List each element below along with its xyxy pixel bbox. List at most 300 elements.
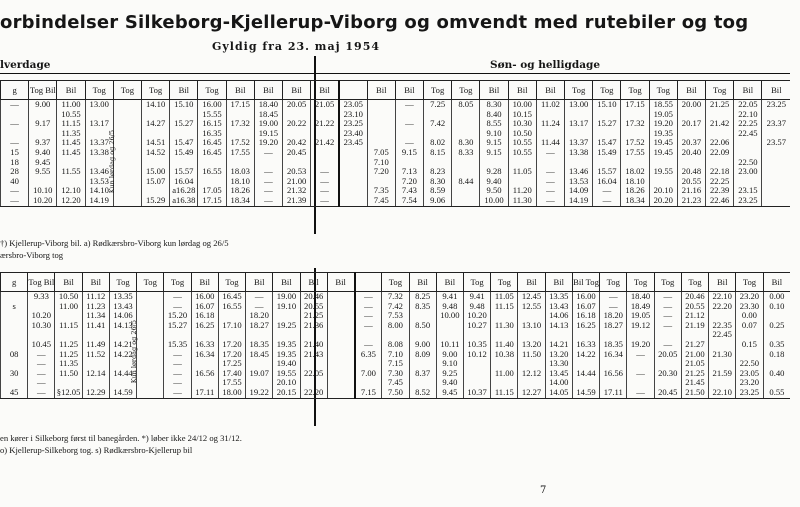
bottom-time-cell: 18.20: [246, 311, 273, 321]
bottom-time-cell: 9.00: [409, 340, 436, 350]
bottom-time-cell: 16.25: [572, 321, 599, 331]
bottom-time-cell: [654, 359, 681, 369]
bottom-time-cell: 7.45: [382, 378, 409, 388]
top-time-cell: 20.22: [283, 119, 311, 129]
top-col-header: Tog: [649, 81, 677, 100]
bottom-time-cell: —: [627, 388, 654, 398]
top-table-row: [1, 138, 791, 148]
bottom-time-cell: 17.55: [218, 378, 245, 388]
bottom-col-header: Bil: [436, 273, 463, 292]
bottom-time-cell: 16.33: [191, 340, 218, 350]
bottom-time-cell: 20.45: [654, 388, 681, 398]
bottom-time-cell: §12.05: [56, 387, 81, 397]
top-time-cell: —: [395, 119, 423, 129]
top-time-cell: —: [593, 196, 621, 206]
bottom-time-cell: 18.40: [627, 292, 654, 302]
bottom-time-cell: [28, 302, 55, 312]
bottom-time-cell: 22.10: [709, 388, 736, 398]
top-time-cell: 18.26: [621, 186, 649, 196]
top-table-row: [1, 196, 791, 206]
top-time-cell: [424, 129, 452, 139]
top-time-cell: —: [254, 167, 282, 177]
top-time-cell: 9.37: [29, 138, 57, 148]
bottom-time-cell: 21.43: [300, 350, 327, 360]
bottom-time-cell: 14.44: [109, 369, 136, 379]
top-time-cell: 10.30: [508, 119, 536, 129]
bottom-time-cell: 11.00: [491, 369, 518, 379]
top-time-cell: [113, 158, 141, 168]
bottom-time-cell: [191, 378, 218, 388]
top-time-cell: 15.10: [593, 100, 621, 110]
top-time-cell: 11.45: [57, 138, 85, 148]
bottom-time-cell: 17.11: [600, 388, 627, 398]
top-time-cell: 15.27: [170, 119, 198, 129]
top-col-header: Tog Bil: [29, 81, 57, 100]
bottom-time-cell: [355, 359, 382, 369]
bottom-time-cell: 23.25: [736, 388, 763, 398]
bottom-time-cell: [600, 378, 627, 388]
bottom-time-cell: [491, 378, 518, 388]
top-time-cell: 20.00: [677, 100, 705, 110]
top-time-cell: [57, 158, 85, 168]
top-time-cell: 17.15: [198, 196, 226, 206]
bottom-time-cell: 9.10: [436, 359, 463, 369]
bottom-time-cell: —: [28, 378, 55, 388]
bottom-time-cell: 16.07: [572, 302, 599, 312]
bottom-time-cell: 9.48: [436, 302, 463, 312]
bottom-table-row: [1, 311, 791, 321]
top-time-cell: 13.46: [565, 167, 593, 177]
bottom-time-cell: —: [600, 302, 627, 312]
bottom-time-cell: 16.45: [218, 292, 245, 302]
bottom-time-cell: [137, 378, 164, 388]
top-time-cell: 18.55: [649, 100, 677, 110]
top-time-cell: [367, 119, 395, 129]
bottom-time-cell: [709, 378, 736, 388]
bottom-time-cell: 10.27: [463, 321, 490, 331]
bottom-time-cell: [409, 378, 436, 388]
bottom-time-cell: [355, 330, 382, 340]
top-time-cell: 16.04: [170, 177, 198, 187]
bottom-time-cell: [518, 330, 545, 340]
bottom-time-cell: [545, 330, 572, 340]
top-time-cell: —: [395, 100, 423, 110]
bottom-time-cell: 12.14: [82, 369, 109, 379]
bottom-col-header: Bil: [545, 273, 572, 292]
bottom-time-cell: 19.35: [273, 350, 300, 360]
top-time-cell: [452, 158, 480, 168]
bottom-time-cell: 21.36: [300, 321, 327, 331]
top-time-cell: [762, 110, 790, 120]
top-time-cell: 9.40: [480, 177, 508, 187]
bottom-time-cell: 16.07: [191, 302, 218, 312]
top-time-cell: 9.15: [395, 148, 423, 158]
bottom-time-cell: —: [355, 321, 382, 331]
top-time-cell: 13.46: [85, 167, 113, 177]
top-time-cell: 16.35: [198, 129, 226, 139]
bottom-table-row: [1, 359, 791, 369]
top-time-cell: 23.00: [734, 167, 762, 177]
bottom-time-cell: [491, 311, 518, 321]
top-time-cell: 8.30: [452, 138, 480, 148]
bottom-time-cell: 19.40: [273, 359, 300, 369]
top-col-header: Tog: [85, 81, 113, 100]
bottom-time-cell: [518, 359, 545, 369]
top-time-cell: [198, 177, 226, 187]
bottom-time-cell: [518, 311, 545, 321]
top-time-cell: 22.10: [734, 110, 762, 120]
weekday-section-label: lverdage: [0, 59, 51, 71]
bottom-time-cell: 0.07: [736, 321, 763, 331]
bottom-col-header: Bil: [409, 273, 436, 292]
bottom-time-cell: [82, 359, 109, 369]
bottom-table-row: [1, 292, 791, 302]
top-time-cell: 21.23: [677, 196, 705, 206]
top-time-cell: [536, 129, 564, 139]
top-time-cell: 11.35: [57, 129, 85, 139]
bottom-time-cell: —: [627, 369, 654, 379]
bottom-time-cell: [164, 330, 191, 340]
top-time-cell: [311, 158, 339, 168]
bottom-time-cell: 8.25: [409, 292, 436, 302]
bottom-time-cell: 0.55: [763, 388, 790, 398]
bottom-time-cell: [28, 330, 55, 340]
top-time-cell: 7.25: [424, 100, 452, 110]
bottom-col-header: Bil: [518, 273, 545, 292]
top-time-cell: 15.29: [142, 196, 170, 206]
top-time-cell: [508, 158, 536, 168]
bottom-time-cell: [1, 321, 28, 331]
top-time-cell: 18.02: [621, 167, 649, 177]
top-time-cell: —: [1, 186, 29, 196]
top-time-cell: 17.52: [226, 138, 254, 148]
top-time-cell: 9.10: [480, 129, 508, 139]
top-time-cell: —: [311, 167, 339, 177]
bottom-time-cell: [763, 378, 790, 388]
bottom-time-cell: 22.45: [709, 330, 736, 340]
top-time-cell: [142, 110, 170, 120]
top-time-cell: 11.44: [536, 138, 564, 148]
top-table-row: [1, 177, 791, 187]
bottom-time-cell: [355, 378, 382, 388]
bottom-time-cell: 17.40: [218, 369, 245, 379]
top-time-cell: [311, 148, 339, 158]
top-time-cell: [593, 158, 621, 168]
top-col-header: Bil: [536, 81, 564, 100]
bottom-time-cell: —: [355, 340, 382, 350]
top-time-cell: 13.00: [85, 100, 113, 110]
bottom-note-1: en kører i Silkeborg først til banegården. *) løber ikke 24/12 og 31/12.: [0, 433, 242, 443]
bottom-time-cell: 19.20: [627, 340, 654, 350]
bottom-time-cell: —: [355, 302, 382, 312]
top-time-cell: 17.55: [226, 148, 254, 158]
top-table-row: [1, 110, 791, 120]
bottom-time-cell: —: [28, 388, 55, 398]
top-time-cell: 13.38: [85, 148, 113, 158]
top-time-cell: —: [593, 186, 621, 196]
top-col-header: Bil: [480, 81, 508, 100]
top-time-cell: 7.10: [367, 158, 395, 168]
bottom-time-cell: 21.25: [681, 369, 708, 379]
bottom-time-cell: 21.59: [709, 369, 736, 379]
bottom-time-cell: [709, 311, 736, 321]
bottom-time-cell: 7.50: [382, 388, 409, 398]
top-time-cell: [565, 110, 593, 120]
bottom-time-cell: 11.52: [82, 350, 109, 360]
bottom-time-cell: 12.27: [518, 388, 545, 398]
top-col-header: Bil: [311, 81, 339, 100]
top-time-cell: [170, 158, 198, 168]
top-table-row: [1, 158, 791, 168]
bottom-table-row: [1, 340, 791, 350]
bottom-time-cell: [55, 330, 82, 340]
bottom-time-cell: [1, 359, 28, 369]
top-time-cell: 17.05: [198, 186, 226, 196]
bottom-time-cell: 21.19: [681, 321, 708, 331]
top-time-cell: —: [536, 177, 564, 187]
bottom-time-cell: 19.25: [273, 321, 300, 331]
top-time-cell: 18.45: [254, 110, 282, 120]
top-time-cell: 10.20: [29, 196, 57, 206]
top-time-cell: 11.20: [508, 186, 536, 196]
top-time-cell: [339, 167, 367, 177]
bottom-time-cell: —: [246, 292, 273, 302]
top-time-cell: 21.22: [311, 119, 339, 129]
bottom-time-cell: [763, 330, 790, 340]
top-time-cell: 17.32: [621, 119, 649, 129]
top-time-cell: 15.00: [142, 167, 170, 177]
bottom-table-row: [1, 388, 791, 398]
top-col-header: Tog: [198, 81, 226, 100]
top-time-cell: 13.38: [565, 148, 593, 158]
top-time-cell: 15.49: [593, 148, 621, 158]
top-time-cell: [677, 158, 705, 168]
bottom-time-cell: 18.49: [627, 302, 654, 312]
top-time-cell: 19.20: [254, 138, 282, 148]
bottom-col-header: Bil: [246, 273, 273, 292]
top-time-cell: —: [254, 148, 282, 158]
top-time-cell: 20.48: [677, 167, 705, 177]
top-time-cell: 8.44: [452, 177, 480, 187]
top-col-header: Bil: [508, 81, 536, 100]
bottom-time-cell: [681, 330, 708, 340]
top-time-cell: 9.06: [424, 196, 452, 206]
top-time-cell: 11.55: [57, 167, 85, 177]
bottom-time-cell: [654, 378, 681, 388]
top-time-cell: 20.53: [283, 167, 311, 177]
top-time-cell: 16.04: [593, 177, 621, 187]
top-time-cell: 19.05: [649, 110, 677, 120]
top-table-row: [1, 129, 791, 139]
bottom-time-cell: [327, 369, 354, 379]
bottom-time-cell: 18.00: [218, 388, 245, 398]
top-col-header: Bil: [254, 81, 282, 100]
top-time-cell: [1, 129, 29, 139]
bottom-time-cell: [409, 311, 436, 321]
top-time-cell: [170, 110, 198, 120]
top-time-cell: 13.37: [85, 138, 113, 148]
top-time-cell: 12.20: [57, 196, 85, 206]
top-time-cell: 11.15: [57, 119, 85, 129]
top-time-cell: 23.25: [339, 119, 367, 129]
bottom-time-cell: [246, 330, 273, 340]
top-time-cell: [621, 110, 649, 120]
bottom-col-header: Bil: [300, 273, 327, 292]
bottom-time-cell: 11.25: [55, 350, 82, 360]
top-time-cell: 20.10: [649, 186, 677, 196]
top-time-cell: [339, 158, 367, 168]
top-time-cell: 21.16: [677, 186, 705, 196]
top-note-2: ærsbro-Viborg tog: [0, 250, 64, 260]
top-time-cell: 8.40: [480, 110, 508, 120]
top-time-cell: 12.10: [57, 186, 85, 196]
bottom-time-cell: 22.35: [709, 321, 736, 331]
bottom-time-cell: —: [654, 321, 681, 331]
bottom-time-cell: —: [654, 302, 681, 312]
bottom-time-cell: [137, 292, 164, 302]
top-table-row: [1, 186, 791, 196]
bottom-time-cell: 17.20: [218, 340, 245, 350]
bottom-time-cell: 7.53: [382, 311, 409, 321]
top-time-cell: 21.42: [706, 119, 734, 129]
bottom-time-cell: 10.50: [55, 292, 82, 302]
bottom-time-cell: 18.27: [600, 321, 627, 331]
top-time-cell: —: [311, 196, 339, 206]
bottom-time-cell: [300, 330, 327, 340]
top-time-cell: 9.28: [480, 167, 508, 177]
top-time-cell: 8.02: [424, 138, 452, 148]
bottom-time-cell: 22.50: [736, 359, 763, 369]
bottom-time-cell: 11.15: [491, 302, 518, 312]
top-time-cell: 10.00: [508, 100, 536, 110]
bottom-time-cell: 19.00: [273, 292, 300, 302]
bottom-col-header: Tog Bil: [28, 273, 55, 292]
vertical-note-bottom: Kun lørdag og 26/5: [130, 320, 138, 384]
top-time-cell: 15: [1, 148, 29, 158]
top-time-cell: 17.15: [226, 100, 254, 110]
bottom-time-cell: 21.50: [681, 388, 708, 398]
bottom-time-cell: 10.37: [463, 388, 490, 398]
top-time-cell: 23.40: [339, 129, 367, 139]
top-time-cell: [113, 148, 141, 158]
bottom-col-header: Tog: [137, 273, 164, 292]
top-time-cell: 15.57: [593, 167, 621, 177]
bottom-col-header: Tog: [600, 273, 627, 292]
bottom-col-header: Tog: [164, 273, 191, 292]
bottom-col-header: Tog: [681, 273, 708, 292]
bottom-time-cell: 7.10: [382, 350, 409, 360]
page-number: 7: [540, 485, 547, 496]
top-time-cell: [508, 177, 536, 187]
top-time-cell: 11.30: [508, 196, 536, 206]
bottom-col-header: [355, 273, 382, 292]
top-time-cell: a16.38: [170, 196, 198, 206]
bottom-time-cell: 0.25: [763, 321, 790, 331]
bottom-time-cell: 22.20: [300, 388, 327, 398]
top-time-cell: [113, 196, 141, 206]
top-time-cell: [367, 110, 395, 120]
bottom-time-cell: 11.30: [491, 321, 518, 331]
top-time-cell: [226, 110, 254, 120]
top-table-row: [1, 167, 791, 177]
top-time-cell: 16.45: [198, 148, 226, 158]
top-time-cell: [57, 177, 85, 187]
top-time-cell: 20.05: [283, 100, 311, 110]
top-col-header: Bil: [762, 81, 790, 100]
bottom-col-header: Tog: [736, 273, 763, 292]
bottom-time-cell: 19.10: [273, 302, 300, 312]
top-time-cell: [367, 177, 395, 187]
top-time-cell: 10.15: [508, 110, 536, 120]
top-col-header: Tog: [565, 81, 593, 100]
top-time-cell: 9.50: [480, 186, 508, 196]
top-time-cell: 10.55: [57, 110, 85, 120]
top-time-cell: [706, 110, 734, 120]
top-time-cell: [113, 186, 141, 196]
bottom-time-cell: 10.20: [463, 311, 490, 321]
top-col-header: g: [1, 81, 29, 100]
top-time-cell: [395, 110, 423, 120]
bottom-time-cell: 7.30: [382, 369, 409, 379]
top-time-cell: 17.52: [621, 138, 649, 148]
top-time-cell: 20.40: [677, 148, 705, 158]
bottom-time-cell: [137, 369, 164, 379]
top-time-cell: [113, 138, 141, 148]
top-time-cell: [113, 129, 141, 139]
bottom-time-cell: —: [164, 292, 191, 302]
top-time-cell: —: [254, 196, 282, 206]
bottom-time-cell: 20.46: [681, 292, 708, 302]
bottom-time-cell: —: [246, 302, 273, 312]
top-time-cell: 20.20: [649, 196, 677, 206]
top-time-cell: 8.30: [424, 177, 452, 187]
bottom-time-cell: [463, 378, 490, 388]
top-time-cell: 22.39: [706, 186, 734, 196]
top-time-cell: 18: [1, 158, 29, 168]
bottom-time-cell: [327, 388, 354, 398]
bottom-time-cell: 0.40: [763, 369, 790, 379]
bottom-time-cell: 11.12: [82, 292, 109, 302]
top-time-cell: 8.05: [452, 100, 480, 110]
top-time-cell: 7.20: [367, 167, 395, 177]
bottom-time-cell: 0.35: [763, 340, 790, 350]
bottom-time-cell: 14.59: [572, 388, 599, 398]
top-time-cell: 18.40: [254, 100, 282, 110]
bottom-time-cell: —: [164, 369, 191, 379]
bottom-time-cell: 23.20: [736, 292, 763, 302]
bottom-time-cell: [137, 359, 164, 369]
bottom-time-cell: [137, 330, 164, 340]
bottom-time-cell: 8.37: [409, 369, 436, 379]
bottom-time-cell: [137, 340, 164, 350]
top-time-cell: [113, 119, 141, 129]
bottom-time-cell: 11.35: [55, 359, 82, 369]
top-time-cell: [339, 186, 367, 196]
top-col-header: Tog: [424, 81, 452, 100]
bottom-time-cell: 14.06: [545, 311, 572, 321]
top-time-cell: —: [536, 196, 564, 206]
bottom-time-cell: 14.05: [545, 388, 572, 398]
bottom-time-cell: —: [28, 359, 55, 369]
sunday-section-label: Søn- og helligdage: [490, 59, 601, 71]
page-title: orbindelser Silkeborg-Kjellerup-Viborg og omvendt med rutebiler og tog: [0, 12, 749, 33]
top-time-cell: 22.06: [706, 138, 734, 148]
top-time-cell: 28: [1, 167, 29, 177]
bottom-time-cell: 23.05: [736, 369, 763, 379]
bottom-time-cell: 19.12: [627, 321, 654, 331]
top-time-cell: 9.15: [480, 138, 508, 148]
top-time-cell: 17.15: [621, 100, 649, 110]
